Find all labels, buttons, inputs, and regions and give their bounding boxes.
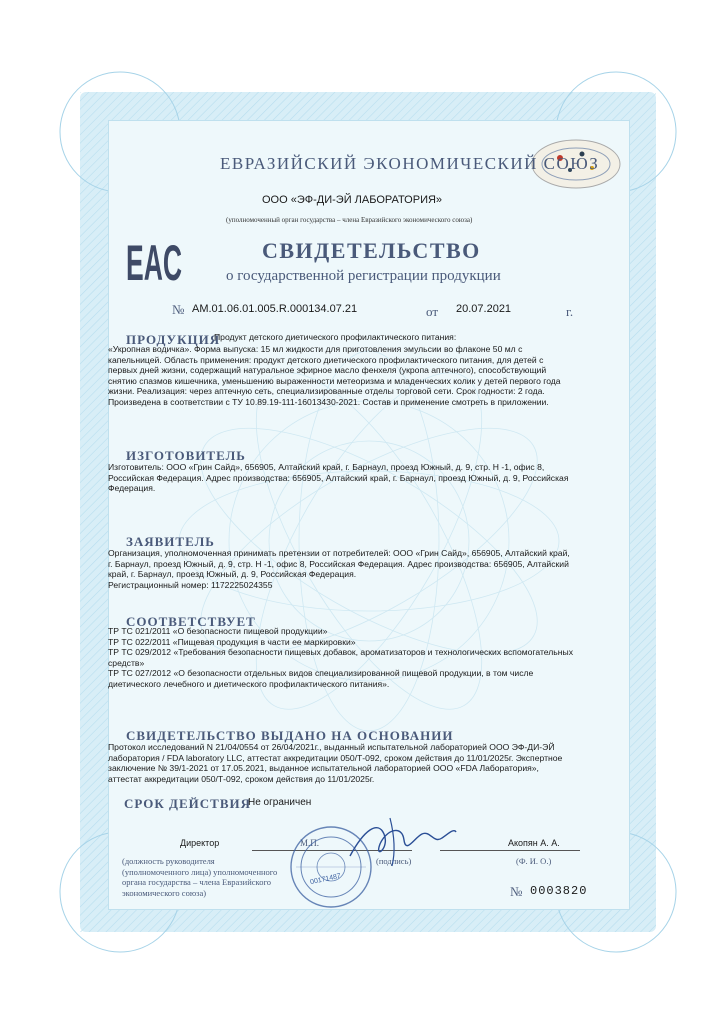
applicant-line: Регистрационный номер: 1172225024355 <box>108 579 273 590</box>
date-prefix: от <box>426 304 439 319</box>
certificate-title: СВИДЕТЕЛЬСТВО <box>262 238 481 263</box>
applicant-line: край, г. Барнаул, проезд Южный, д. 9, Российская Федерация. <box>108 569 357 580</box>
union-title: ЕВРАЗИЙСКИЙ ЭКОНОМИЧЕСКИЙ СОЮЗ <box>220 154 600 173</box>
form-number-sign: № <box>510 884 523 899</box>
manufacturer-line: Федерация. <box>108 483 156 494</box>
product-line: первых дней жизни, содержащий натуральное эфирное масло фенхеля (укропа аптечного), способствующий <box>108 365 547 376</box>
basis-line: заключение № 39/1-2021 от 17.05.2021, выданное испытательной лабораторией ООО «FDA Лаборатория», <box>108 763 539 774</box>
product-line: Произведена в соответствии с ТУ 10.89.19-111-16013430-2021. Состав и применение смотреть в приложении. <box>108 396 549 407</box>
conformity-line: ТР ТС 022/2011 «Пищевая продукция в части ее маркировки» <box>108 636 356 647</box>
validity-heading: СРОК ДЕЙСТВИЯ <box>124 796 251 811</box>
conformity-line: ТР ТС 021/2011 «О безопасности пищевой продукции» <box>108 626 328 636</box>
validity-value: Не ограничен <box>248 797 312 808</box>
basis-heading: СВИДЕТЕЛЬСТВО ВЫДАНО НА ОСНОВАНИИ <box>126 728 454 743</box>
product-line: снятию спазмов кишечника, уменьшению выраженности метеоризма и младенческих колик у детей первого года <box>108 375 561 386</box>
handwritten-signature <box>344 810 460 870</box>
certificate-subtitle: о государственной регистрации продукции <box>226 268 501 284</box>
position-note-line: (уполномоченного лица) уполномоченного <box>122 866 278 877</box>
conformity-line: диетического лечебного и диетического профилактического питания». <box>108 678 390 689</box>
signature-note: (подпись) <box>376 856 412 866</box>
position-note-line: экономического союза) <box>122 887 207 898</box>
applicant-line: Организация, уполномоченная принимать претензии от потребителей: ООО «Грин Сайд», 656905, Алтайский край, <box>108 548 570 558</box>
manufacturer-text <box>108 462 628 494</box>
mp-label: М.П. <box>300 838 320 848</box>
basis-line: аттестат аккредитации 050/Т-092, сроком действия до 11/01/2025г. <box>108 773 375 784</box>
date-suffix: г. <box>566 304 574 319</box>
fio-note: (Ф. И. О.) <box>516 856 552 866</box>
product-text <box>108 344 628 408</box>
signer-position: Директор <box>180 838 220 848</box>
certificate-date: 20.07.2021 <box>456 303 512 315</box>
number-sign: № <box>172 302 185 317</box>
product-line: «Укропная водичка». Форма выпуска: 15 мл жидкости для приготовления эмульсии во флаконе 50 мл с <box>108 344 523 354</box>
basis-line: лаборатория / FDA laboratory LLC, аттестат аккредитации 050/Т-092, сроком действия до 11/01/2025г. Экспертное <box>108 752 563 763</box>
manufacturer-heading: ИЗГОТОВИТЕЛЬ <box>126 448 246 463</box>
position-note-line: органа государства – члена Евразийского <box>122 877 271 887</box>
conformity-text <box>108 626 628 690</box>
manufacturer-line: Изготовитель: ООО «Грин Сайд», 656905, Алтайский край, г. Барнаул, проезд Южный, д. 9, стр. Н -1, офис 8, <box>108 462 545 472</box>
name-line <box>440 850 580 851</box>
conformity-heading: СООТВЕТСТВУЕТ <box>126 614 256 629</box>
signer-name: Акопян А. А. <box>508 838 560 848</box>
manufacturer-line: Российская Федерация. Адрес производства: 656905, Алтайский край, г. Барнаул, проезд Южный, д. 9, Российская <box>108 472 569 483</box>
conformity-line: средств» <box>108 657 145 668</box>
product-line: капельницей. Область применения: продукт детского диетического профилактического питания, для детей с <box>108 354 544 365</box>
laboratory-name: ООО «ЭФ-ДИ-ЭЙ ЛАБОРАТОРИЯ» <box>262 194 443 206</box>
product-line: жизни. Реализация: через аптечную сеть, специализированные отделы торговой сети. Срок годности: 2 года. <box>108 386 545 397</box>
applicant-line: г. Барнаул, проезд Южный, д. 9, стр. Н -1, офис 8, Российская Федерация. Адрес производства: 656905, Алтайский <box>108 558 569 569</box>
conformity-line: ТР ТС 029/2012 «Требования безопасности пищевых добавок, ароматизаторов и технологических вспомогательных <box>108 647 573 658</box>
stamp-number: 00171487 <box>309 872 342 887</box>
position-note-line: (должность руководителя <box>122 856 215 866</box>
basis-text <box>108 742 628 784</box>
product-heading: ПРОДУКЦИЯ <box>126 332 221 347</box>
certificate-number: АМ.01.06.01.005.R.000134.07.21 <box>192 303 358 315</box>
basis-line: Протокол исследований N 21/04/0554 от 26/04/2021г., выданный испытательной лабораторией ООО ЭФ-ДИ-ЭЙ <box>108 742 555 752</box>
position-note <box>122 856 277 898</box>
laboratory-note: (уполномоченный орган государства – члена Евразийского экономического союза) <box>226 216 473 224</box>
product-line-1: Продукт детского диетического профилактического питания: <box>214 332 457 342</box>
applicant-heading: ЗАЯВИТЕЛЬ <box>126 534 215 549</box>
svg-text:EAC: EAC <box>126 235 182 291</box>
applicant-text <box>108 548 628 590</box>
eac-logo <box>124 232 184 291</box>
form-number: 0003820 <box>530 884 588 898</box>
conformity-line: ТР ТС 027/2012 «О безопасности отдельных видов специализированной пищевой продукции, в том числе <box>108 668 534 679</box>
